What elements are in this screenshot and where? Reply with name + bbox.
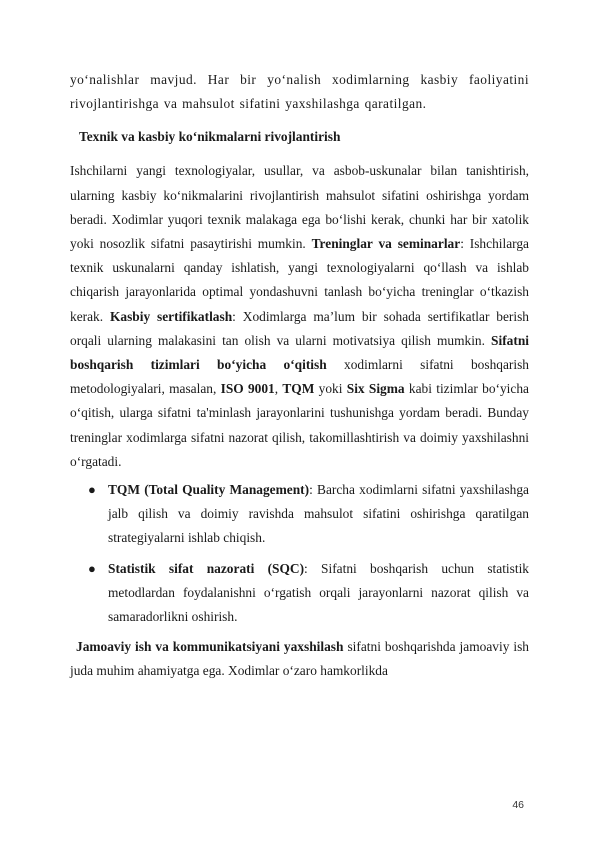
term-six-sigma: Six Sigma [346,381,405,397]
paragraph-text-4: xodimlarni sifatni boshqarish metodologiyalari, masalan, [70,357,530,397]
intro-paragraph: yo‘nalishlar mavjud. Har bir yo‘nalish xodimlarning kasbiy faoliyatini rivojlantirishga va mahsulot sifatini yaxshilashga qaratilgan. [70,72,529,112]
closing-term: Jamoaviy ish va kommunikatsiyani yaxshilash [76,639,344,655]
bullet-icon: ● [88,560,96,576]
term-kasbiy-sertifikatlash: Kasbiy sertifikatlash [109,308,233,324]
bullet-icon: ● [88,482,96,498]
paragraph-text-1: Ishchilarni yangi texnologiyalar, usullar, va asbob-uskunalar bilan tanishtirish, ularning kasbiy ko‘nikmalarini rivojlantirish mahsulot sifatini oshirishga yordam beradi. Xodimlar yuqori texnik malakaga ega bo‘lishi kerak, chunki har bir xatolik yoki nosozlik sifatni pasaytirishi mumkin. [70,163,529,252]
section-heading: Texnik va kasbiy ko‘nikmalarni rivojlantirish [79,129,341,145]
document-page [70,68,529,684]
paragraph-text-7: kabi tizimlar bo‘yicha o‘qitish, ularga sifatni ta'minlash jarayonlarini tushunishga yordam beradi. Bunday treninglar xodimlarga sifatni nazorat qilish, takomillashtirish va doimiy yaxshilashni o‘rgatadi. [70,381,529,469]
closing-paragraph [70,635,529,683]
paragraph-text-2: : Ishchilarga texnik uskunalarni qanday ishlatish, yangi texnologiyalarni qo‘llash va ishlab chiqarish jarayonlarida optimal yondashuvni tanlash bo‘yicha treninglar o‘tkazish kerak. [70,236,529,324]
paragraph-text-6: yoki [314,381,347,397]
bullet-term: Statistik sifat nazorati (SQC) [108,560,305,576]
term-tqm: TQM [282,381,315,397]
paragraph-text-5: , [274,381,283,397]
list-item [70,478,529,551]
bullet-term: TQM (Total Quality Management) [108,482,310,498]
bullet-list [70,478,529,629]
bullet-text: : Sifatni boshqarish uchun statistik metodlardan foydalanishni o‘rgatish orqali jarayonlarni nazorat qilish va samaradorlikni oshirish. [108,560,529,625]
body-paragraph [70,159,529,474]
term-treninglar: Treninglar va seminarlar [311,236,461,252]
bullet-text: : Barcha xodimlarni sifatni yaxshilashga jalb qilish va doimiy ravishda mahsulot sifatini oshirishga qaratilgan strategiyalarni ishlab chiqish. [108,482,529,546]
page-number: 46 [512,799,524,811]
paragraph-text-3: : Xodimlarga ma’lum bir sohada sertifikatlar berish orqali ularning malakasini tan olish va ularni motivatsiya qilish mumkin. [70,308,530,348]
closing-text: sifatni boshqarishda jamoaviy ish juda muhim ahamiyatga ega. Xodimlar o‘zaro hamkorlikda [70,639,530,679]
term-iso-9001: ISO 9001 [220,381,275,397]
list-item [70,557,529,630]
term-sifat-tizimlari: Sifatni boshqarish tizimlari bo‘yicha o‘qitish [70,332,529,373]
